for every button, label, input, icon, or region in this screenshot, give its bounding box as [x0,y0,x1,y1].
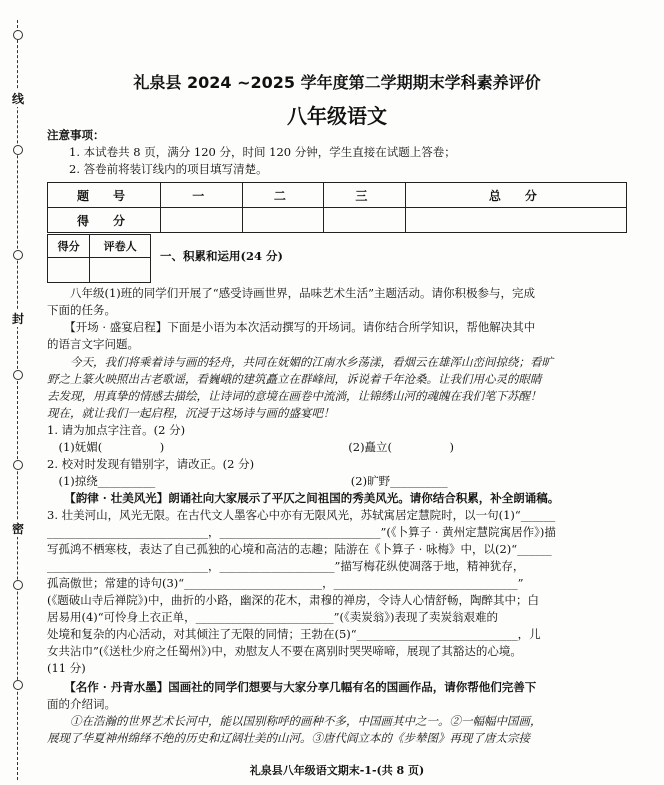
table-header-cell: 三 [324,183,406,208]
text-line: 下面的任务。 [47,303,116,317]
text-line: (1)掠绕__________ (2)旷野__________ [47,474,448,488]
text-line: 【韵律 · 壮美风光】朗诵社向大家展示了平仄之间祖国的秀美风光。请你结合积累，补全朗诵稿。 [47,491,560,505]
binding-hole [13,580,23,590]
text-line: 今天，我们将乘着诗与画的轻舟，共同在妩媚的江南水乡荡漾，看烟云在雄浑山峦间掠绕；看旷 [47,355,553,369]
table-header-cell: 一 [161,183,243,208]
text-line: 居易用(4)“可怜身上衣正单，________________________”(《卖炭翁》)表现了卖炭翁艰难的 [47,610,499,624]
text-line: 【名作 · 丹青水墨】国画社的同学们想要与大家分享几幅有名的国画作品，请你帮他们完善下 [47,680,537,694]
score-input-cell[interactable] [242,208,324,233]
text-line: (11 分) [47,661,86,675]
score-table-row [48,208,627,233]
text-line: 八年级(1)班的同学们开展了“感受诗画世界，品味艺术生活”主题活动。请你积极参与，完成 [47,286,536,300]
text-line: 孤高傲世；常建的诗句(3)“________________________，________________________________” [47,576,524,590]
text-line: 面的介绍词。 [47,697,116,711]
grader-table [47,234,151,283]
section-title: 一、积累和运用(24 分) [160,249,283,263]
text-line: (1)妩媚( ) (2)矗立( ) [47,440,455,454]
subject-title: 八年级语文 [287,104,387,128]
binding-char-mi: 密 [8,520,28,537]
score-input-cell[interactable] [161,208,243,233]
text-line: 【开场 · 盛宴启程】下面是小语为本次活动撰写的开场词。请你结合所学知识，帮他解决其中 [47,320,536,334]
text-line: ____________________________，____________________________”(《卜算子 · 黄州定慧院寓居作》)描 [47,525,556,539]
score-input-cell[interactable] [405,208,626,233]
table-header-cell: 题 号 [48,183,161,208]
grader-score-label: 得分 [48,235,90,258]
table-row-label: 得 分 [48,208,161,233]
binding-char-xian: 线 [8,90,28,107]
binding-hole [13,145,23,155]
text-line: 去发现，用真挚的情感去描绘，让诗词的意境在画卷中流淌，让锦绣山河的魂魄在我们笔下苏醒！ [47,389,542,403]
text-line: 女共沾巾”(《送杜少府之任蜀州》)中，劝慰友人不要在离别时哭哭啼啼，展现了其豁达的心境。 [47,644,522,658]
text-line: 现在，就让我们一起启程，沉浸于这场诗与画的盛宴吧！ [47,406,335,420]
score-table [47,182,627,233]
text-line: 写孤鸿不栖寒枝，表达了自己孤独的心境和高洁的志趣；陆游在《卜算子 · 咏梅》中，以(2)“______ [47,542,552,556]
score-table-header-row [48,183,627,208]
grader-reviewer-label: 评卷人 [90,235,151,258]
text-line: 处境和复杂的内心活动，对其倾注了无限的同情；王勃在(5)“____________________________，儿 [47,627,541,641]
notice-item: 2. 答卷前将装订线内的项目填写清楚。 [69,162,268,176]
text-line: 野之上篆火映照出古老歌谣，看巍峨的建筑矗立在群峰间，诉说着千年沧桑。让我们用心灵的眼睛 [47,372,542,386]
text-line: ①在浩瀚的世界艺术长河中，能以国别称呼的画种不多，中国画其中之一。②一幅幅中国画， [47,714,542,728]
notice-label: 注意事项： [47,128,105,142]
page-footer: 礼泉县八年级语文期末-1-(共 8 页) [249,764,425,777]
score-input-cell[interactable] [324,208,406,233]
text-line: (《题破山寺后禅院》)中，曲折的小路，幽深的花木，肃穆的禅房，令诗人心情舒畅，陶醉其中；白 [47,593,539,607]
binding-hole [13,250,23,260]
binding-hole [13,30,23,40]
binding-char-feng: 封 [8,310,28,327]
text-line: 2. 校对时发现有错别字，请改正。(2 分) [47,457,255,471]
text-line: 的语言文字问题。 [47,337,139,351]
binding-margin [4,20,32,780]
binding-hole [13,680,23,690]
grader-score-cell[interactable] [48,258,90,283]
grader-reviewer-cell[interactable] [90,258,151,283]
notice-item: 1. 本试卷共 8 页，满分 120 分，时间 120 分钟，学生直接在试题上答卷； [69,145,456,159]
text-line: 3. 壮美河山，风光无限。在古代文人墨客心中亦有无限风光，苏轼寓居定慧院时，以一句(1)“______ [47,508,556,522]
binding-hole [13,460,23,470]
table-header-cell: 总 分 [405,183,626,208]
table-header-cell: 二 [242,183,324,208]
text-line: ____________________________，____________________”描写梅花纵使凋落于地，精神犹存， [47,559,525,573]
exam-title: 礼泉县 2024 ~2025 学年度第二学期期末学科素养评价 [133,73,541,92]
binding-line [17,20,18,780]
binding-hole [13,370,23,380]
text-line: 1. 请为加点字注音。(2 分) [47,423,186,437]
text-line: 展现了华夏神州绵绎不绝的历史和辽阔壮美的山河。③唐代阎立本的《步辇图》再现了唐太宗接 [47,731,530,745]
